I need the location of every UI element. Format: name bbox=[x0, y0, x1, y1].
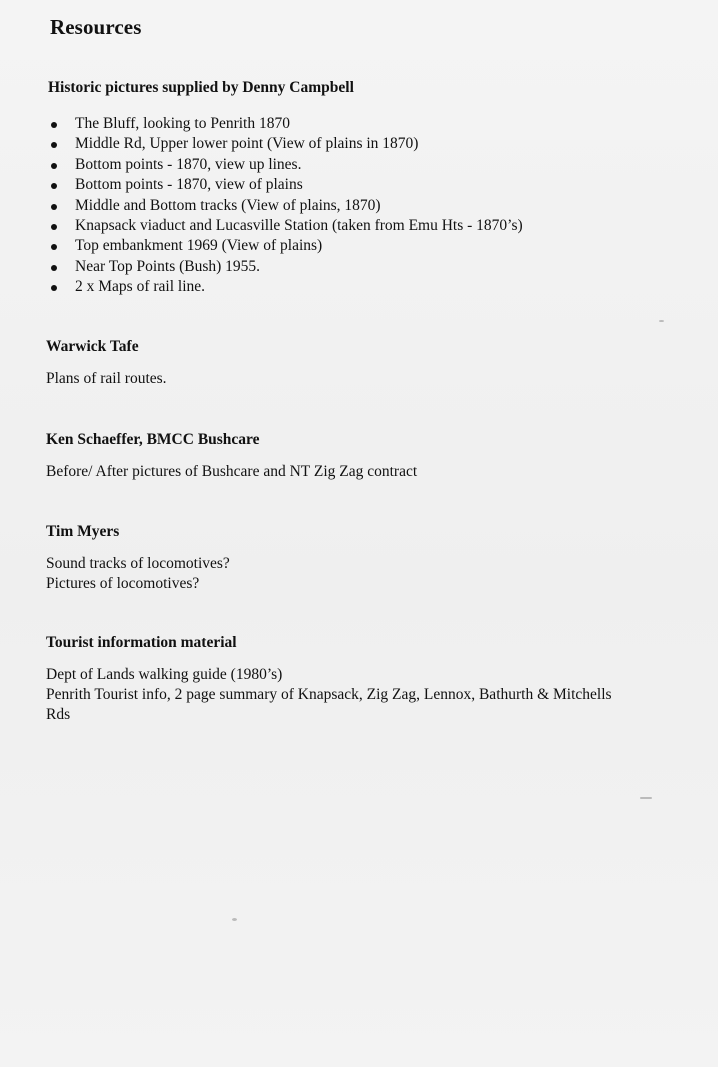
list-item: 2 x Maps of rail line. bbox=[48, 277, 688, 297]
section-heading: Ken Schaeffer, BMCC Bushcare bbox=[46, 431, 260, 448]
section-text: Penrith Tourist info, 2 page summary of Knapsack, Zig Zag, Lennox, Bathurth & Mitchells bbox=[46, 686, 612, 703]
section-text: Pictures of locomotives? bbox=[46, 575, 200, 592]
section-text: Before/ After pictures of Bushcare and NT Zig Zag contract bbox=[46, 463, 418, 480]
section-text: Dept of Lands walking guide (1980’s) bbox=[46, 666, 283, 683]
list-item: Middle Rd, Upper lower point (View of plains in 1870) bbox=[48, 134, 688, 154]
scan-speck bbox=[232, 918, 237, 921]
page-title: Resources bbox=[50, 15, 142, 39]
section-tim-myers bbox=[46, 522, 686, 594]
list-item: Knapsack viaduct and Lucasville Station (taken from Emu Hts - 1870’s) bbox=[48, 216, 688, 236]
section-tourist-information bbox=[46, 633, 686, 725]
section-heading: Historic pictures supplied by Denny Campbell bbox=[48, 79, 354, 96]
section-heading: Warwick Tafe bbox=[46, 338, 139, 355]
section-text: Plans of rail routes. bbox=[46, 370, 167, 387]
section-denny-campbell bbox=[48, 78, 688, 298]
list-item: Top embankment 1969 (View of plains) bbox=[48, 236, 688, 256]
scan-speck bbox=[659, 320, 664, 322]
section-warwick-tafe bbox=[46, 337, 686, 389]
section-ken-schaeffer bbox=[46, 430, 686, 482]
list-item: Bottom points - 1870, view of plains bbox=[48, 175, 688, 195]
scan-speck bbox=[640, 797, 652, 799]
picture-list bbox=[48, 114, 688, 298]
section-text: Rds bbox=[46, 706, 71, 723]
section-heading: Tourist information material bbox=[46, 634, 237, 651]
section-text: Sound tracks of locomotives? bbox=[46, 555, 230, 572]
list-item: Middle and Bottom tracks (View of plains, 1870) bbox=[48, 196, 688, 216]
list-item: Bottom points - 1870, view up lines. bbox=[48, 155, 688, 175]
list-item: Near Top Points (Bush) 1955. bbox=[48, 257, 688, 277]
list-item: The Bluff, looking to Penrith 1870 bbox=[48, 114, 688, 134]
section-heading: Tim Myers bbox=[46, 523, 120, 540]
